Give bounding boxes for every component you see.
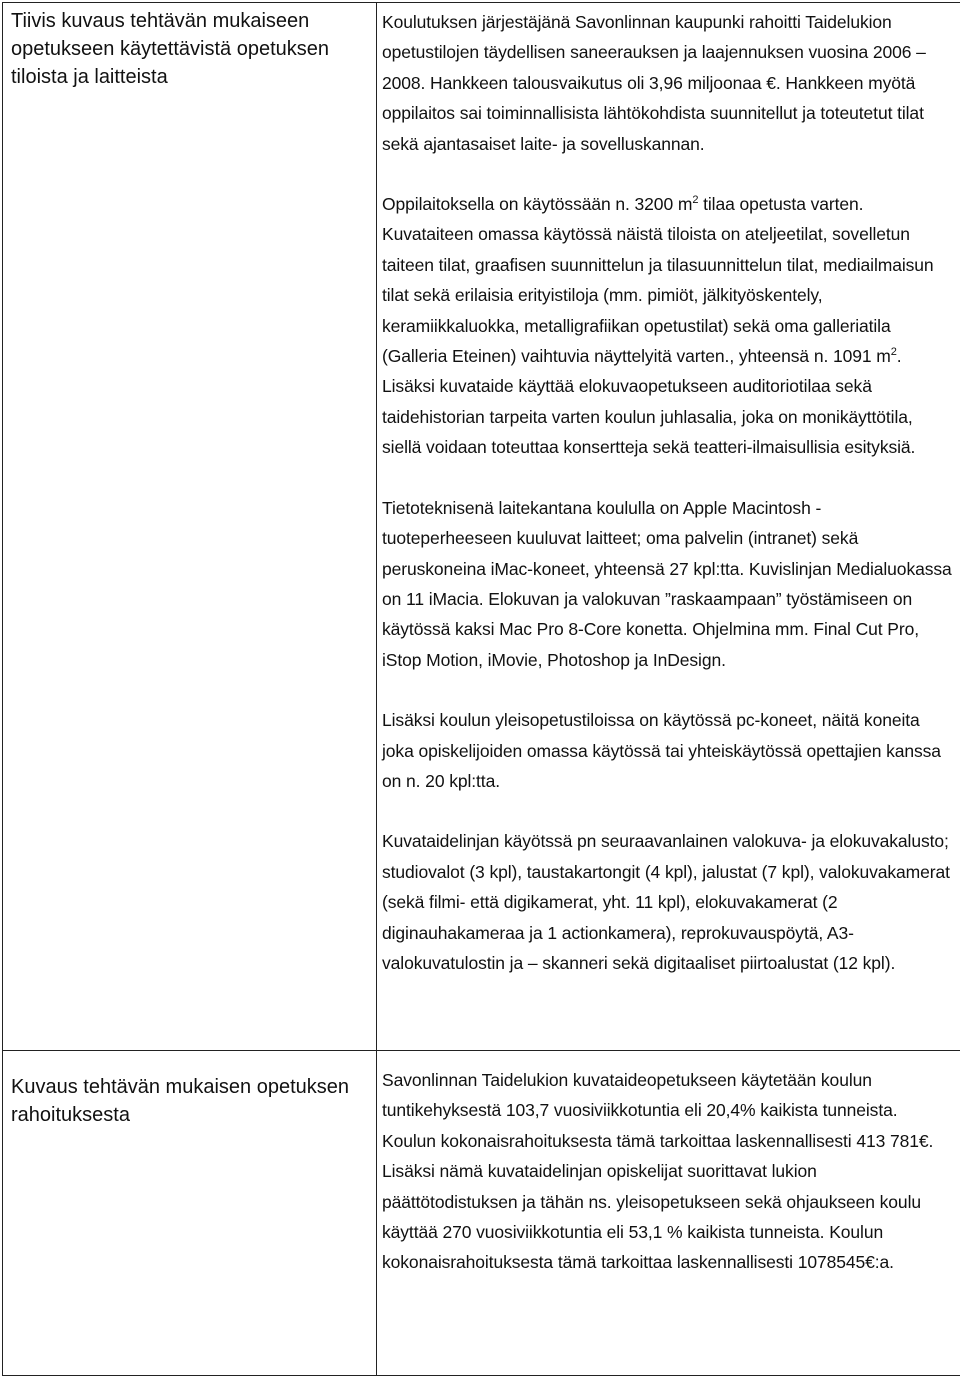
paragraph-renovation: Koulutuksen järjestäjänä Savonlinnan kaupunki rahoitti Taidelukion opetustilojen täydellisen saneerauksen ja laajennuksen vuosina 2006 – 2008. Hankkeen talousvaikutus oli 3,96 miljoonaa €. Hankkeen myötä oppilaitos sai toiminnallisista lähtökohdista suunnitellut ja toteutetut tilat sekä ajantasaiset laite- ja sovelluskannan. [382,12,926,154]
paragraph-photo-equipment: Kuvataidelinjan käyötssä pn seuraavanlainen valokuva- ja elokuvakalusto; studiovalot (3 kpl), taustakartongit (4 kpl), jalustat (7 kpl), valokuvakamerat (sekä filmi- että digikamerat, yht. 11 kpl), elokuvakamerat (2 diginauhakameraa ja 1 actionkamera), reprokuvauspöytä, A3-valokuvatulostin ja – skanneri sekä digitaaliset piirtoalustat (12 kpl). [382,831,950,973]
document-table [2,2,960,1376]
paragraph-funding: Savonlinnan Taidelukion kuvataideopetukseen käytetään koulun tuntikehyksestä 103,7 vuosiviikkotuntia eli 20,4% kaikista tunneista. Koulun kokonaisrahoituksesta tämä tarkoittaa laskennallisesti 413 781€. Lisäksi nämä kuvataidelinjan opiskelijat suorittavat lukion päättötodistuksen ja tähän ns. yleisopetukseen sekä ohjaukseen koulu käyttää 270 vuosiviikkotuntia eli 53,1 % kaikista tunneista. Koulun kokonaisrahoituksesta tämä tarkoittaa laskennallisesti 1078545€:a. [382,1070,934,1273]
paragraph-spaces: Oppilaitoksella on käytössään n. 3200 $m^2$ tilaa opetusta varten. Kuvataiteen omassa käytössä näistä tiloista on ateljeetilat, sovelletun taiteen tilat, graafisen suunnittelun ja tilasuunnittelun tilat, mediailmaisun tilat sekä erilaisia erityistiloja (mm. pimiöt, jälkityöskentely, keramiikkaluokka, metalligrafiikan opetustilat) sekä oma galleriatila (Galleria Eteinen) vaihtuvia näyttelyitä varten., yhteensä n. 1091 $m^2$. Lisäksi kuvataide käyttää elokuvaopetukseen auditoriotilaa sekä taidehistorian tarpeita varten koulun juhlasalia, joka on monikäyttötila, siellä voidaan toteuttaa konsertteja sekä teatteri-ilmaisullisia esityksiä. [382,194,934,458]
row-label-funding: Kuvaus tehtävän mukaisen opetuksen rahoituksesta [11,1076,349,1126]
content-cell [377,3,960,1051]
label-cell [3,3,377,1051]
table-row-funding [3,1051,960,1376]
paragraph-pc-computers: Lisäksi koulun yleisopetustiloissa on käytössä pc-koneet, näitä koneita joka opiskelijoiden omassa käytössä tai yhteiskäytössä opettajien kanssa on n. 20 kpl:tta. [382,710,941,791]
label-cell [3,1051,377,1376]
row-label-facilities: Tiivis kuvaus tehtävän mukaiseen opetukseen käytettävistä opetuksen tiloista ja laitteista [11,10,329,88]
content-cell [377,1051,960,1376]
table-row-facilities [3,3,960,1051]
paragraph-it-equipment: Tietoteknisenä laitekantana koululla on Apple Macintosh - tuoteperheeseen kuuluvat laitteet; oma palvelin (intranet) sekä peruskoneina iMac-koneet, yhteensä 27 kpl:tta. Kuvislinjan Medialuokassa on 11 iMacia. Elokuvan ja valokuvan ”raskaampaan” työstämiseen on käytössä kaksi Mac Pro 8-Core konetta. Ohjelmina mm. Final Cut Pro, iStop Motion, iMovie, Photoshop ja InDesign. [382,497,952,670]
